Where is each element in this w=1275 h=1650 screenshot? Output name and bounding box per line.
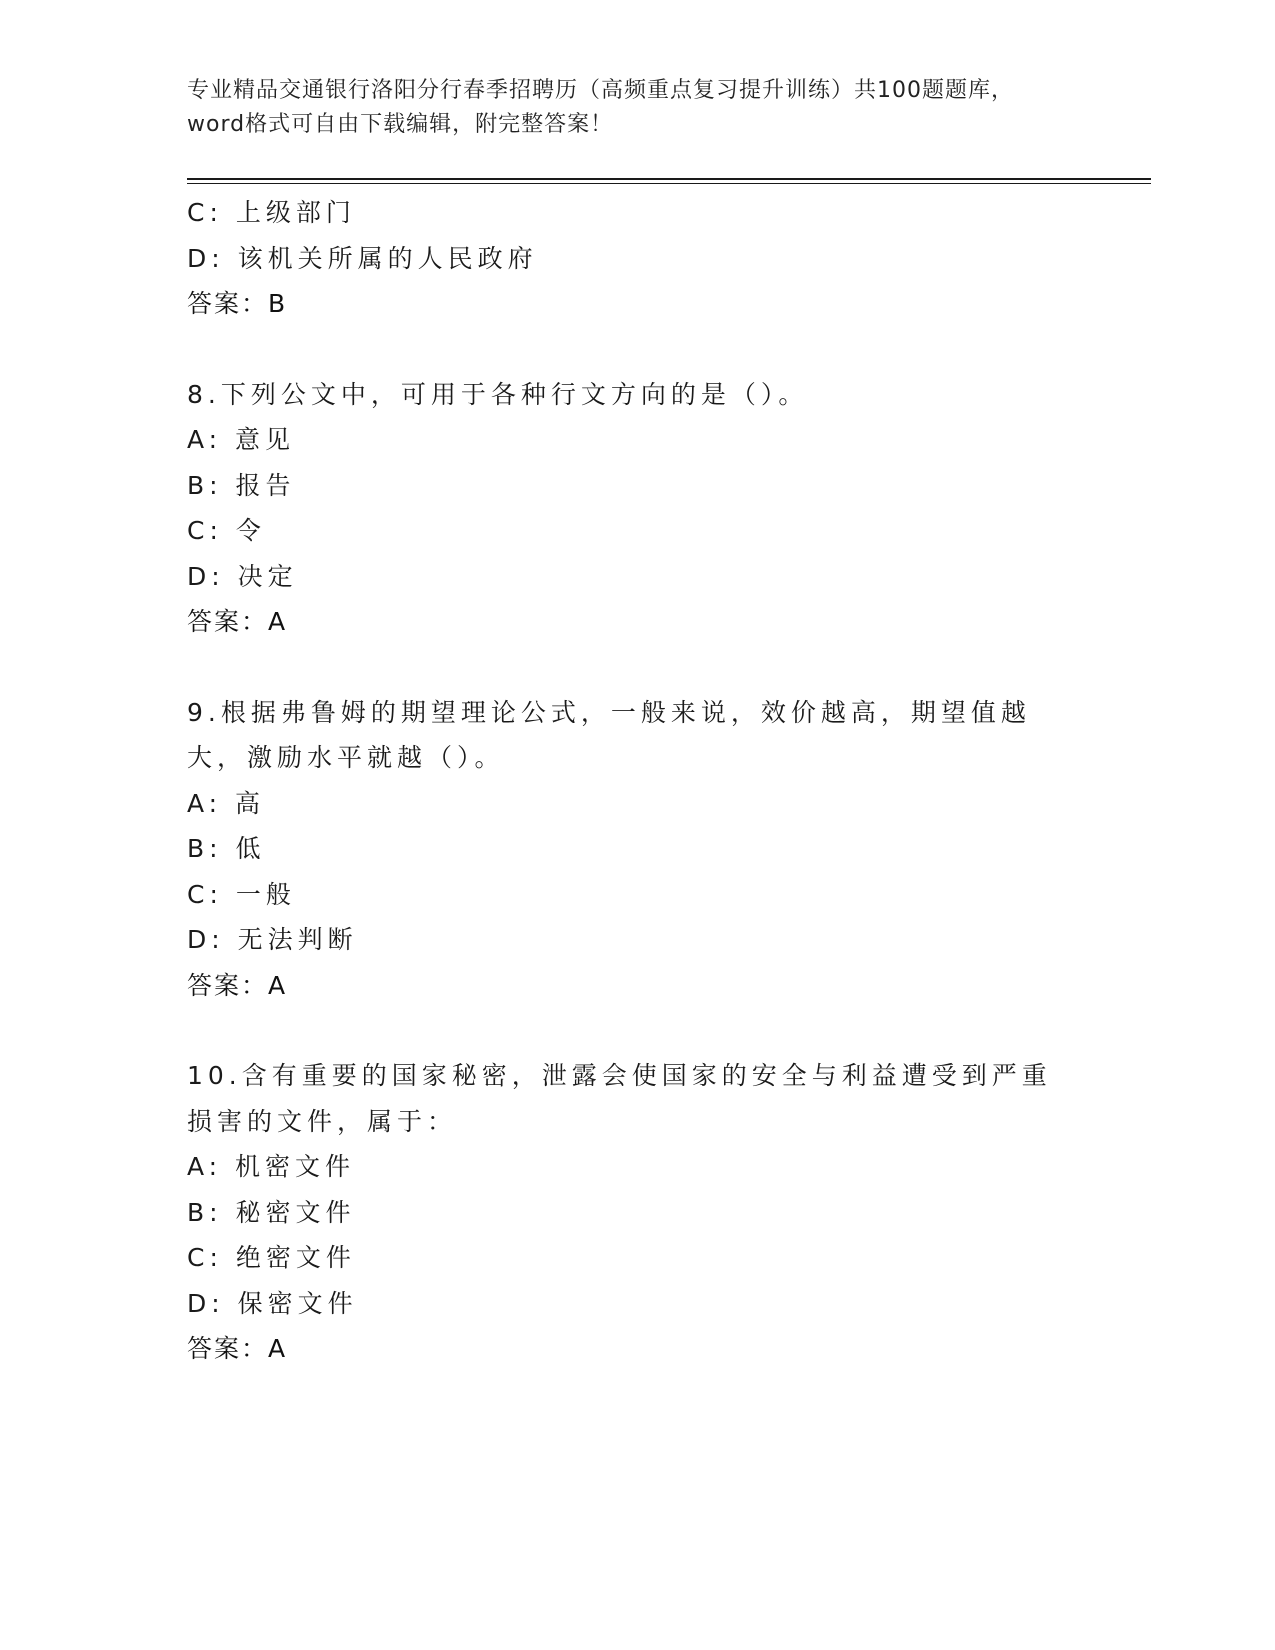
- option-d: D: 保密文件: [187, 1288, 358, 1318]
- option-d: D: 无法判断: [187, 925, 358, 954]
- option-c: C: 一般: [187, 879, 296, 909]
- answer-line: 答案：A: [187, 970, 288, 1000]
- question-block-8: [187, 372, 1087, 645]
- question-block-10: [187, 1053, 1087, 1372]
- option-c: C: 绝密文件: [187, 1243, 356, 1272]
- partial-question-block: [187, 190, 1087, 327]
- page-header-title: 专业精品交通银行洛阳分行春季招聘历（高频重点复习提升训练）共100题题库，word格式可自由下载编辑，附完整答案！: [187, 78, 1014, 137]
- option-b: B: 秘密文件: [187, 1197, 356, 1227]
- option-b: B: 报告: [187, 470, 296, 500]
- option-a: A: 意见: [187, 425, 296, 454]
- question-stem: 9.根据弗鲁姆的期望理论公式，一般来说，效价越高，期望值越大，激励水平就越（）。: [187, 697, 1031, 772]
- option-c: C: 上级部门: [187, 198, 356, 227]
- answer-line: 答案：A: [187, 1334, 288, 1363]
- question-content: [187, 190, 1087, 1372]
- option-a: A: 高: [187, 788, 266, 818]
- spacer: [187, 645, 1087, 690]
- answer-line: 答案：B: [187, 289, 288, 318]
- option-c: C: 令: [187, 516, 266, 545]
- question-block-9: [187, 690, 1087, 1009]
- header-divider-thick: [187, 178, 1151, 180]
- spacer: [187, 1008, 1087, 1053]
- option-d: D: 决定: [187, 561, 298, 591]
- header-divider-thin: [187, 183, 1151, 184]
- question-stem: 8.下列公文中，可用于各种行文方向的是（）。: [187, 379, 809, 409]
- option-a: A: 机密文件: [187, 1152, 356, 1181]
- question-stem: 10.含有重要的国家秘密，泄露会使国家的安全与利益遭受到严重损害的文件，属于：: [187, 1061, 1052, 1136]
- option-d: D: 该机关所属的人民政府: [187, 243, 538, 273]
- spacer: [187, 327, 1087, 372]
- option-b: B: 低: [187, 834, 266, 863]
- answer-line: 答案：A: [187, 607, 288, 636]
